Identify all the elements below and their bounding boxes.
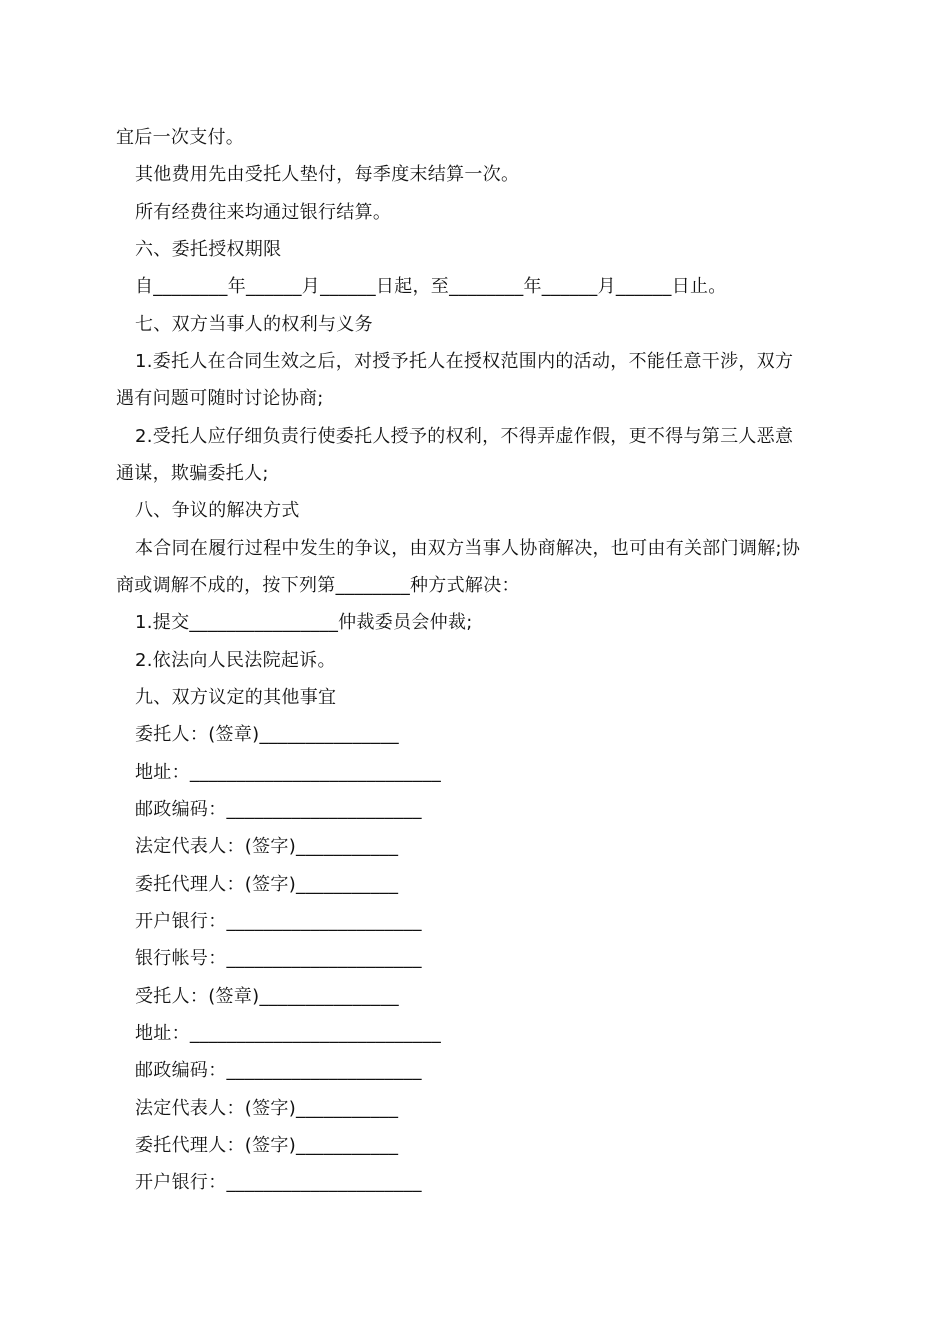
signature-field: 地址：___________________________ (135, 1023, 441, 1044)
signature-field: 受托人：(签章)_______________ (135, 986, 399, 1007)
signature-field: 委托代理人：(签字)___________ (135, 1135, 399, 1156)
signature-field: 银行帐号：_____________________ (135, 948, 422, 969)
text-line: 所有经费往来均通过银行结算。 (135, 202, 392, 223)
section-heading: 八、争议的解决方式 (135, 500, 300, 521)
text-line: 其他费用先由受托人垫付，每季度末结算一次。 (135, 164, 520, 185)
text-line: 1.委托人在合同生效之后，对授予托人在授权范围内的活动，不能任意干涉，双方 (135, 351, 794, 372)
text-line: 遇有问题可随时讨论协商; (116, 388, 324, 409)
signature-field: 地址：___________________________ (135, 762, 441, 783)
section-heading: 六、委托授权期限 (135, 239, 282, 260)
signature-field: 开户银行：_____________________ (135, 1172, 422, 1193)
signature-field: 法定代表人：(签字)___________ (135, 836, 399, 857)
signature-field: 委托人：(签章)_______________ (135, 724, 399, 745)
signature-field: 委托代理人：(签字)___________ (135, 874, 399, 895)
text-line: 宜后一次支付。 (116, 127, 245, 148)
text-line: 2.受托人应仔细负责行使委托人授予的权利，不得弄虚作假，更不得与第三人恶意 (135, 426, 794, 447)
text-line: 2.依法向人民法院起诉。 (135, 650, 336, 671)
signature-field: 法定代表人：(签字)___________ (135, 1098, 399, 1119)
text-line: 自________年______月______日起，至________年______月______日止。 (135, 276, 727, 297)
signature-field: 邮政编码：_____________________ (135, 1060, 422, 1081)
section-heading: 七、双方当事人的权利与义务 (135, 314, 373, 335)
section-heading: 九、双方议定的其他事宜 (135, 687, 337, 708)
text-line: 商或调解不成的，按下列第________种方式解决： (116, 575, 520, 596)
text-line: 通谋，欺骗委托人; (116, 463, 269, 484)
signature-field: 邮政编码：_____________________ (135, 799, 422, 820)
text-line: 1.提交________________仲裁委员会仲裁; (135, 612, 473, 633)
text-line: 本合同在履行过程中发生的争议，由双方当事人协商解决，也可由有关部门调解;协 (135, 538, 801, 559)
signature-field: 开户银行：_____________________ (135, 911, 422, 932)
